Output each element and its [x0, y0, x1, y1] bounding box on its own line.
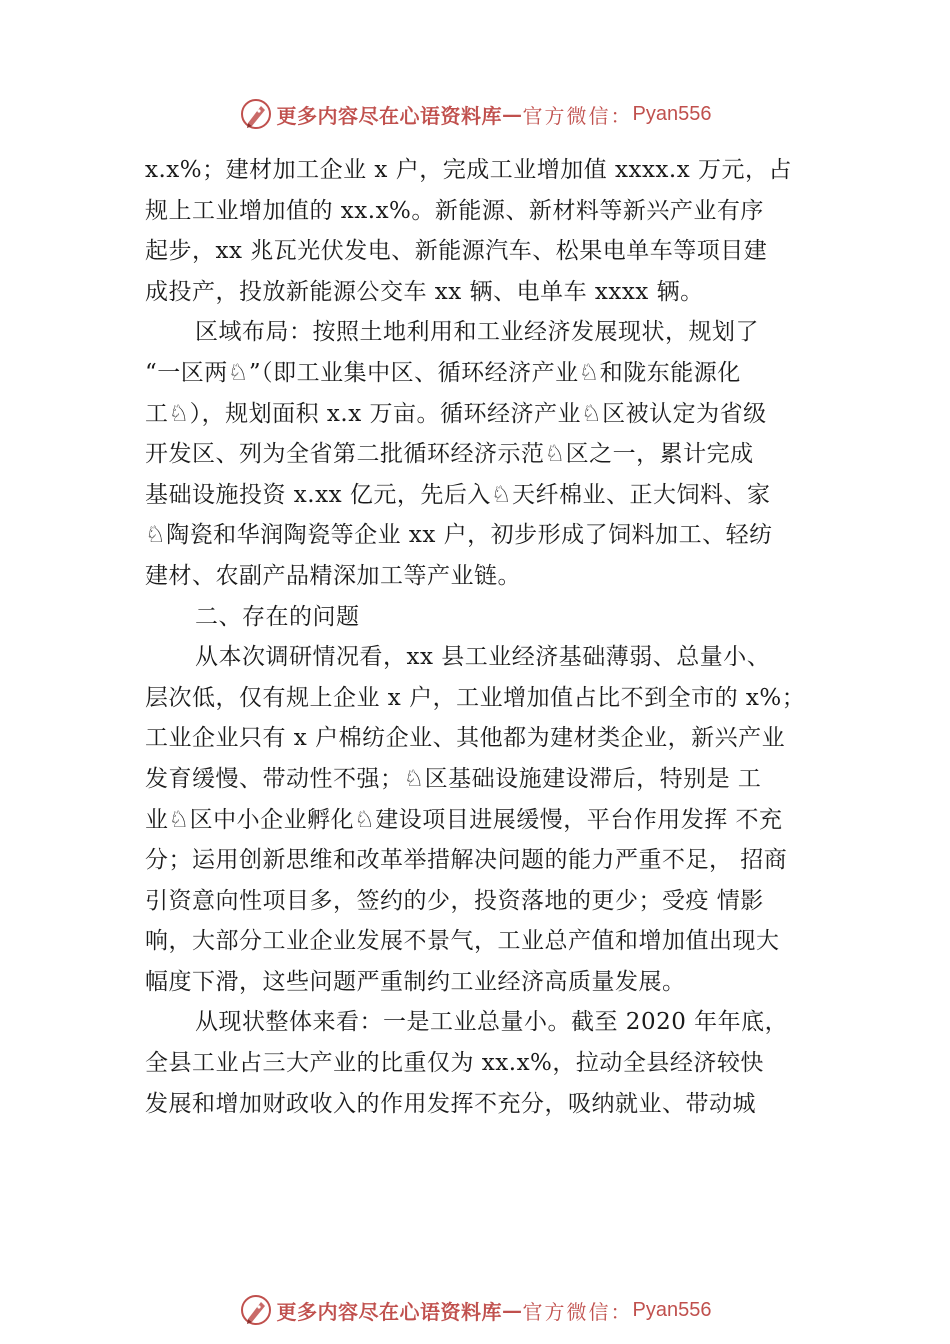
- text-line: 引资意向性项目多，签约的少，投资落地的更少；受疫 情影: [145, 887, 764, 914]
- text-line: 从本次调研情况看，xx 县工业经济基础薄弱、总量小、: [195, 644, 771, 671]
- text-line: 幅度下滑，这些问题严重制约工业经济高质量发展。: [145, 968, 686, 995]
- text-line: 基础设施投资 x.xx 亿元，先后入♘天纤棉业、正大饲料、家: [145, 481, 771, 508]
- text-line: 分；运用创新思维和改革举措解决问题的能力严重不足， 招商: [145, 847, 788, 874]
- text-line: 规上工业增加值的 xx.x%。新能源、新材料等新兴产业有序: [145, 197, 764, 224]
- text-line: 全县工业占三大产业的比重仅为 xx.x%，拉动全县经济较快: [145, 1050, 764, 1077]
- wechat-label: 官方微信：: [522, 1299, 633, 1324]
- text-line: ♘陶瓷和华润陶瓷等企业 xx 户，初步形成了饲料加工、轻纺: [145, 522, 773, 549]
- text-line: 工♘），规划面积 x.x 万亩。循环经济产业♘区被认定为省级: [145, 400, 767, 427]
- text-line: 起步，xx 兆瓦光伏发电、新能源汽车、松果电单车等项目建: [145, 238, 768, 265]
- text-line: 工业企业只有 x 户棉纺企业、其他都为建材类企业，新兴产业: [145, 725, 786, 752]
- text-line: 从现状整体来看：一是工业总量小。截至 2020 年年底，: [195, 1009, 789, 1036]
- text-line: 开发区、列为全省第二批循环经济示范♘区之一，累计完成: [145, 441, 754, 468]
- text-line: 发育缓慢、带动性不强；♘区基础设施建设滞后，特别是 工: [145, 765, 762, 792]
- text-line: 成投产，投放新能源公交车 xx 辆、电单车 xxxx 辆。: [145, 278, 704, 305]
- text-line: 发展和增加财政收入的作用发挥不充分，吸纳就业、带动城: [145, 1090, 756, 1117]
- pen-nib-logo-icon: [239, 1293, 273, 1327]
- promo-text: 更多内容尽在心语资料库: [276, 1299, 503, 1324]
- text-line: “一区两♘”（即工业集中区、循环经济产业♘和陇东能源化: [145, 359, 741, 386]
- text-line: 区域布局：按照土地利用和工业经济发展现状，规划了: [195, 319, 759, 346]
- text-line: 二、存在的问题: [195, 603, 360, 630]
- promo-text: 更多内容尽在心语资料库: [276, 103, 503, 128]
- footer-banner: [0, 1290, 950, 1330]
- text-line: 业♘区中小企业孵化♘建设项目进展缓慢，平台作用发挥 不充: [145, 806, 783, 833]
- wechat-id: Pyan556: [632, 1298, 712, 1321]
- text-line: 层次低，仅有规上企业 x 户，工业增加值占比不到全市的 x%；: [145, 684, 806, 711]
- document-body: [145, 150, 835, 1124]
- text-line: 响，大部分工业企业发展不景气，工业总产值和增加值出现大: [145, 928, 780, 955]
- wechat-label: 官方微信：: [522, 103, 633, 128]
- promo-dash: —: [502, 102, 523, 126]
- header-banner: [0, 94, 950, 134]
- text-line: 建材、农副产品精深加工等产业链。: [145, 562, 521, 589]
- wechat-id: Pyan556: [632, 102, 712, 125]
- text-line: x.x%；建材加工企业 x 户，完成工业增加值 xxxx.x 万元，占: [145, 157, 792, 183]
- pen-nib-logo-icon: [239, 97, 273, 131]
- promo-dash: —: [502, 1298, 523, 1322]
